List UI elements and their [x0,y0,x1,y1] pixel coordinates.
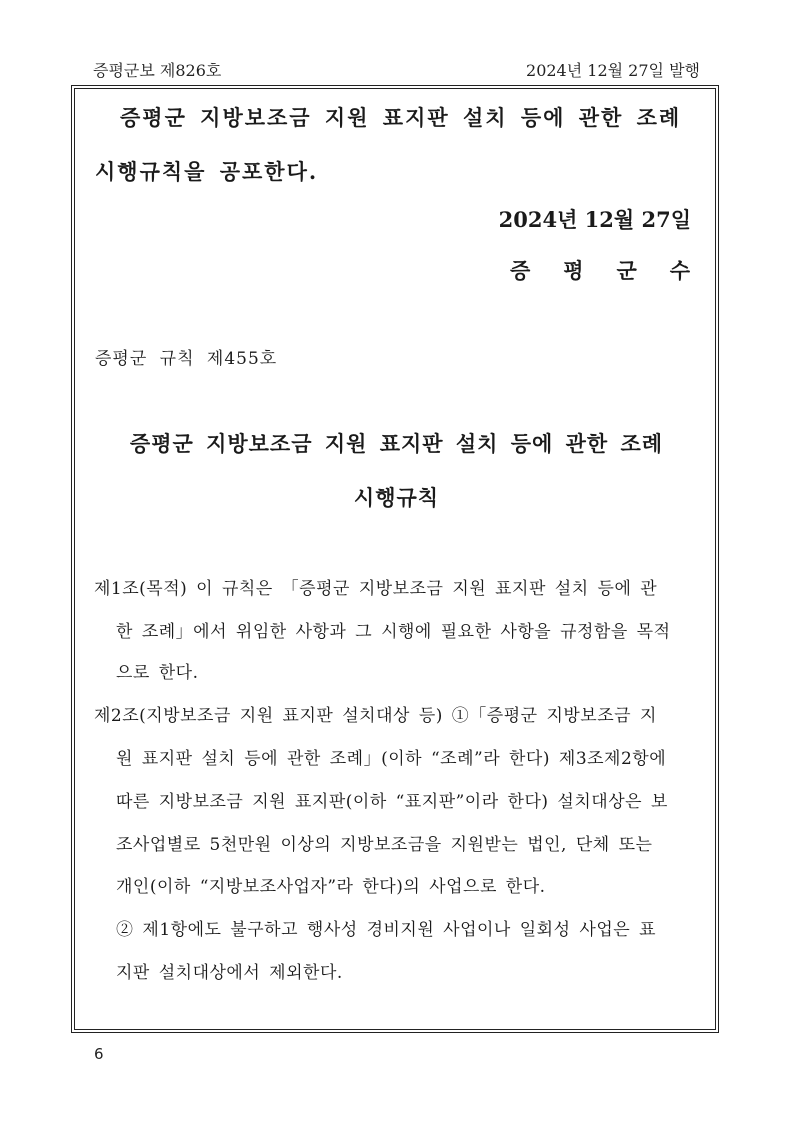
article-2-heading-line: 제2조(지방보조금 지원 표지판 설치대상 등) ①「증평군 지방보조금 지 [94,706,657,726]
article-2-paragraph-2-line: ② 제1항에도 불구하고 행사성 경비지원 사업이나 일회성 사업은 표 [116,920,657,940]
page-number: 6 [94,1045,104,1063]
article-2-paragraph-2-line: 지판 설치대상에서 제외한다. [116,963,343,983]
regulation-title-line-1: 증평군 지방보조금 지원 표지판 설치 등에 관한 조례 [129,431,664,456]
promulgation-text-line-1: 증평군 지방보조금 지원 표지판 설치 등에 관한 조례 [120,105,682,130]
issue-date: 2024년 12월 27일 발행 [526,61,700,80]
official-char: 수 [669,258,690,283]
gazette-number: 증평군보 제826호 [93,61,222,80]
article-1-text-line: 으로 한다. [116,663,199,683]
promulgation-date: 2024년 12월 27일 [498,207,691,232]
article-2-text-line: 개인(이하 “지방보조사업자”라 한다)의 사업으로 한다. [116,877,546,897]
article-2-text-line: 따른 지방보조금 지원 표지판(이하 “표지판”이라 한다) 설치대상은 보 [116,792,668,812]
regulation-title-line-2: 시행규칙 [353,485,440,510]
article-2-text-line: 조사업별로 5천만원 이상의 지방보조금을 지원받는 법인, 단체 또는 [116,835,653,855]
promulgation-text-line-2: 시행규칙을 공포한다. [95,159,319,184]
article-2-text-line: 원 표지판 설치 등에 관한 조례」(이하 “조례”라 한다) 제3조제2항에 [116,749,667,769]
official-char: 평 [563,258,584,283]
article-1-heading-line: 제1조(목적) 이 규칙은 「증평군 지방보조금 지원 표지판 설치 등에 관 [94,579,658,599]
article-1-text-line: 한 조례」에서 위임한 사항과 그 시행에 필요한 사항을 규정함을 목적 [116,622,671,642]
official-char: 증 [510,258,531,283]
official-char: 군 [616,258,637,283]
rule-number: 증평군 규칙 제455호 [95,349,278,369]
promulgating-official [510,255,690,285]
